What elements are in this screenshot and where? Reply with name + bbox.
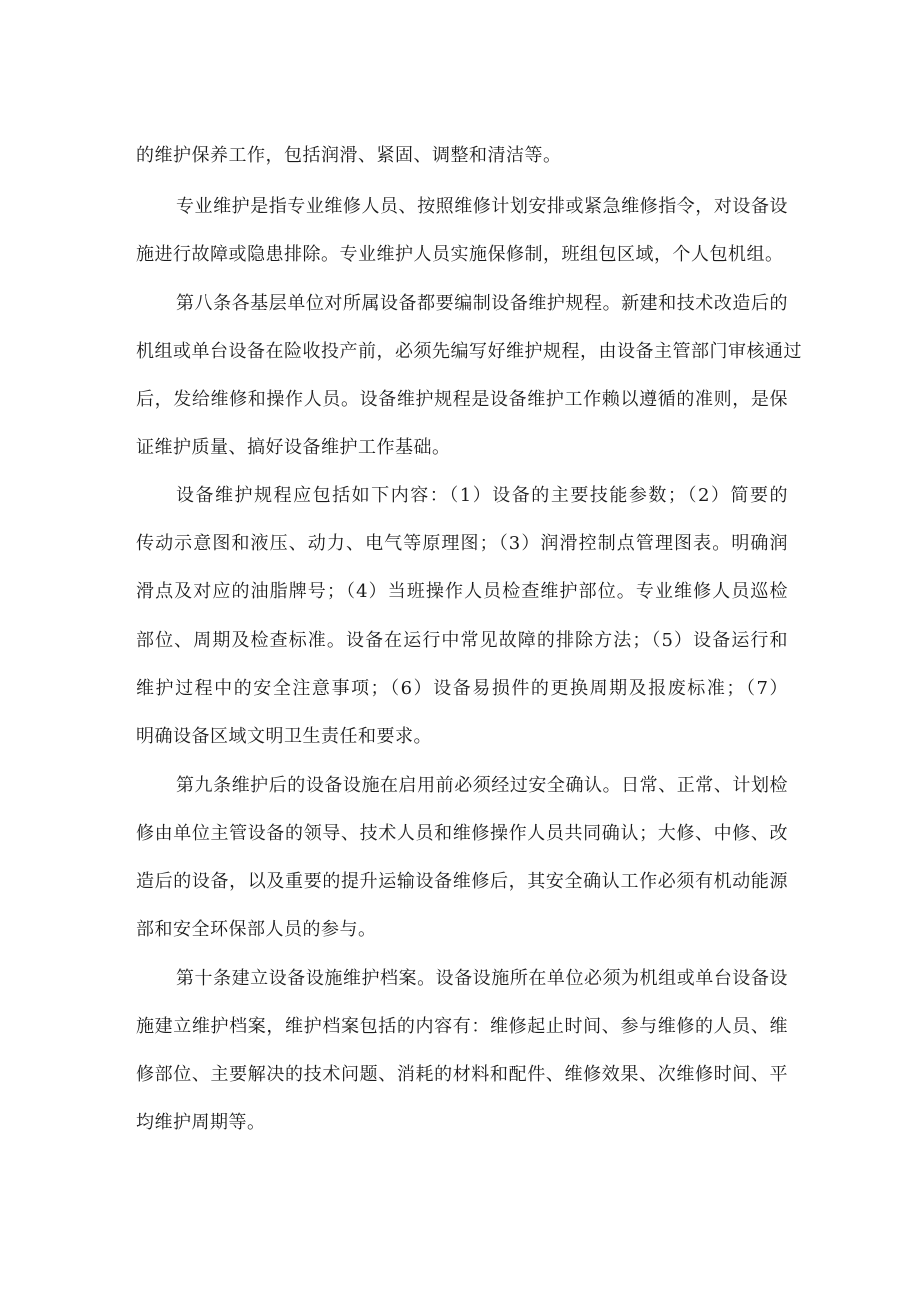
text-line: 均维护周期等。 xyxy=(136,1112,266,1133)
text-line: 维护过程中的安全注意事项；（6）设备易损件的更换周期及报废标准；（7） xyxy=(136,678,788,699)
text-line: 施进行故障或隐患排除。专业维护人员实施保修制，班组包区域，个人包机组。 xyxy=(136,244,784,265)
text-line: 部位、周期及检查标准。设备在运行中常见故障的排除方法；（5）设备运行和 xyxy=(136,630,788,651)
text-line: 滑点及对应的油脂牌号；（4）当班操作人员检查维护部位。专业维修人员巡检 xyxy=(136,581,788,602)
text-line: 第十条建立设备设施维护档案。设备设施所在单位必须为机组或单台设备设 xyxy=(176,968,788,989)
text-line: 第八条各基层单位对所属设备都要编制设备维护规程。新建和技术改造后的 xyxy=(176,293,788,314)
text-line: 施建立维护档案，维护档案包括的内容有：维修起止时间、参与维修的人员、维 xyxy=(136,1016,788,1037)
text-line: 后，发给维修和操作人员。设备维护规程是设备维护工作赖以遵循的准则，是保 xyxy=(136,389,788,410)
text-line: 第九条维护后的设备设施在启用前必须经过安全确认。日常、正常、计划检 xyxy=(176,775,788,796)
text-line: 证维护质量、搞好设备维护工作基础。 xyxy=(136,437,451,458)
text-line: 明确设备区域文明卫生责任和要求。 xyxy=(136,726,432,747)
text-line: 专业维护是指专业维修人员、按照维修计划安排或紧急维修指令，对设备设 xyxy=(176,196,788,217)
text-line: 的维护保养工作，包括润滑、紧固、调整和清洁等。 xyxy=(136,145,562,166)
text-line: 传动示意图和液压、动力、电气等原理图；（3）润滑控制点管理图表。明确润 xyxy=(136,533,788,554)
text-line: 机组或单台设备在险收投产前，必须先编写好维护规程，由设备主管部门审核通过 xyxy=(136,341,802,362)
text-line: 造后的设备，以及重要的提升运输设备维修后，其安全确认工作必须有机动能源 xyxy=(136,871,788,892)
text-line: 修由单位主管设备的领导、技术人员和维修操作人员共同确认；大修、中修、改 xyxy=(136,823,788,844)
text-line: 部和安全环保部人员的参与。 xyxy=(136,919,377,940)
text-line: 修部位、主要解决的技术问题、消耗的材料和配件、维修效果、次维修时间、平 xyxy=(136,1064,788,1085)
text-line: 设备维护规程应包括如下内容：（1）设备的主要技能参数；（2）简要的 xyxy=(176,485,788,506)
